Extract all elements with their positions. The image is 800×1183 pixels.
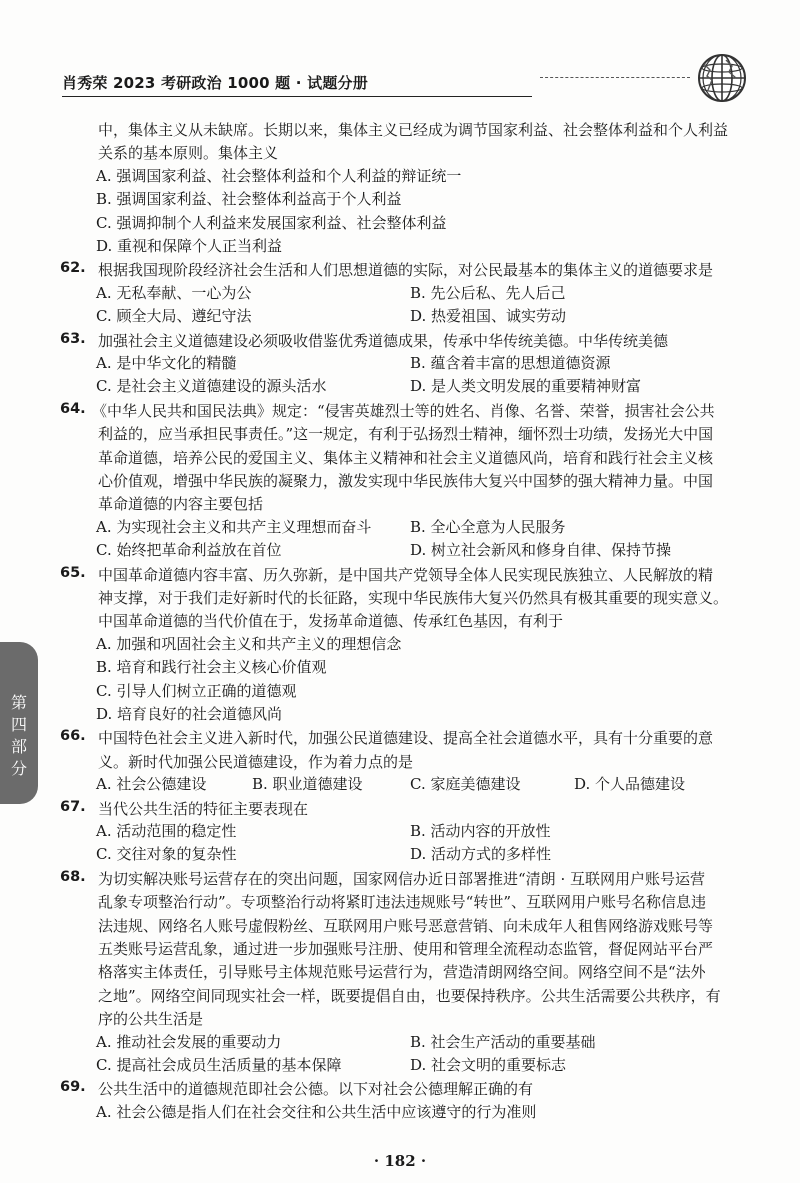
question-stem-line: 中，集体主义从未缺席。长期以来，集体主义已经成为调节国家利益、社会整体利益和个人利益 (98, 121, 729, 139)
question-stem-line: 之地”。网络空间同现实社会一样，既要提倡自由，也要保持秩序。公共生活需要公共秩序，有 (98, 986, 721, 1005)
question-stem-line: 为切实解决账号运营存在的突出问题，国家网信办近日部署推进“清朗 · 互联网用户账号运营 (98, 869, 705, 888)
question-number: 67. (60, 798, 86, 815)
question-stem-line: 当代公共生活的特征主要表现在 (98, 799, 309, 818)
answer-option: C. 引导人们树立正确的道德观 (96, 681, 297, 700)
answer-option: B. 蕴含着丰富的思想道德资源 (410, 354, 611, 372)
answer-option: B. 强调国家利益、社会整体利益高于个人利益 (96, 190, 402, 209)
page-number: · 182 · (373, 1152, 427, 1170)
answer-option: A. 无私奉献、一心为公 (96, 283, 252, 302)
answer-option: A. 社会公德是指人们在社会交往和公共生活中应该遵守的行为准则 (96, 1102, 537, 1121)
question-number: 65. (60, 564, 86, 581)
question-stem-line: 五类账号运营乱象，通过进一步加强账号注册、使用和管理全流程动态监管，督促网站平台严 (98, 940, 714, 958)
question-stem-line: 中国特色社会主义进入新时代，加强公民道德建设、提高全社会道德水平，具有十分重要的意 (98, 729, 714, 748)
question-stem-line: 革命道德，培养公民的爱国主义、集体主义精神和社会主义道德风尚，培育和践行社会主义核 (98, 448, 714, 467)
answer-option: B. 社会生产活动的重要基础 (410, 1032, 596, 1051)
answer-option: C. 是社会主义道德建设的源头活水 (96, 377, 327, 396)
question-number: 69. (60, 1079, 86, 1096)
question-stem-line: 关系的基本原则。集体主义 (98, 144, 279, 163)
answer-option: A. 社会公德建设 (96, 775, 207, 794)
question-stem-line: 公共生活中的道德规范即社会公德。以下对社会公德理解正确的有 (98, 1080, 534, 1099)
question-stem-line: 利益的，应当承担民事责任。”这一规定，有利于弘扬烈士精神，缅怀烈士功绩，发扬光大中国 (98, 425, 714, 444)
answer-option: A. 强调国家利益、社会整体利益和个人利益的辩证统一 (96, 166, 462, 185)
question-number: 66. (60, 728, 86, 745)
answer-option: C. 始终把革命利益放在首位 (96, 541, 282, 560)
answer-option: B. 先公后私、先人后己 (410, 283, 566, 302)
answer-option: C. 交往对象的复杂性 (96, 845, 237, 864)
answer-option: A. 是中华文化的精髓 (96, 354, 237, 372)
answer-option: D. 热爱祖国、诚实劳动 (410, 307, 567, 326)
question-stem-line: 革命道德的内容主要包括 (98, 495, 264, 514)
answer-option: A. 活动范围的稳定性 (96, 822, 237, 840)
question-stem-line: 义。新时代加强公民道德建设，作为着力点的是 (98, 752, 414, 771)
question-stem-line: 法违规、网络名人账号虚假粉丝、互联网用户账号恶意营销、向未成年人租售网络游戏账号等 (98, 916, 714, 935)
answer-option: D. 树立社会新风和修身自律、保持节操 (410, 541, 672, 560)
question-stem-line: 格落实主体责任，引导账号主体规范账号运营行为，营造清朗网络空间。网络空间不是“法外 (98, 963, 706, 982)
question-stem-line: 乱象专项整治行动”。专项整治行动将紧盯违法违规账号“转世”、互联网用户账号名称信息违 (98, 893, 707, 912)
question-number: 62. (60, 260, 86, 277)
answer-option: D. 是人类文明发展的重要精神财富 (410, 377, 642, 396)
header-dashed-line (540, 77, 690, 78)
header-rule (62, 96, 532, 97)
globe-icon (696, 52, 748, 104)
answer-option: A. 推动社会发展的重要动力 (96, 1032, 282, 1051)
question-stem-line: 心价值观，增强中华民族的凝聚力，激发实现中华民族伟大复兴中国梦的强大精神力量。中国 (98, 472, 714, 490)
section-side-tab (0, 642, 38, 804)
question-stem-line: 加强社会主义道德建设必须吸收借鉴优秀道德成果，传承中华传统美德。中华传统美德 (98, 331, 669, 350)
answer-option: D. 活动方式的多样性 (410, 845, 552, 864)
question-number: 63. (60, 330, 86, 347)
answer-option: B. 职业道德建设 (252, 775, 363, 794)
section-side-tab-label: 第四部分 (10, 693, 27, 778)
answer-option: D. 重视和保障个人正当利益 (96, 237, 283, 255)
question-stem-line: 《中华人民共和国民法典》规定：“侵害英雄烈士等的姓名、肖像、名誉、荣誉，损害社会公共 (92, 401, 715, 420)
question-stem-line: 中国革命道德的当代价值在于，发扬革命道德、传承红色基因，有利于 (98, 612, 564, 631)
answer-option: B. 活动内容的开放性 (410, 822, 551, 840)
answer-option: C. 提高社会成员生活质量的基本保障 (96, 1056, 342, 1074)
answer-option: D. 社会文明的重要标志 (410, 1056, 567, 1074)
question-number: 64. (60, 400, 86, 417)
question-stem-line: 神支撑，对于我们走好新时代的长征路，实现中华民族伟大复兴仍然具有极其重要的现实意义。 (98, 589, 729, 607)
header-title: 肖秀荣 2023 考研政治 1000 题 · 试题分册 (62, 74, 368, 92)
question-stem-line: 序的公共生活是 (98, 1010, 204, 1029)
answer-option: B. 全心全意为人民服务 (410, 517, 566, 536)
answer-option: D. 培育良好的社会道德风尚 (96, 705, 283, 723)
answer-option: D. 个人品德建设 (574, 775, 686, 794)
answer-option: A. 加强和巩固社会主义和共产主义的理想信念 (96, 634, 402, 653)
question-number: 68. (60, 868, 86, 885)
question-stem-line: 根据我国现阶段经济社会生活和人们思想道德的实际，对公民最基本的集体主义的道德要求是 (98, 261, 714, 280)
answer-option: C. 强调抑制个人利益来发展国家利益、社会整体利益 (96, 213, 447, 232)
answer-option: C. 顾全大局、遵纪守法 (96, 307, 252, 326)
answer-option: B. 培育和践行社会主义核心价值观 (96, 658, 327, 677)
answer-option: A. 为实现社会主义和共产主义理想而奋斗 (96, 517, 372, 536)
question-stem-line: 中国革命道德内容丰富、历久弥新，是中国共产党领导全体人民实现民族独立、人民解放的精 (98, 565, 714, 584)
answer-option: C. 家庭美德建设 (410, 775, 521, 794)
